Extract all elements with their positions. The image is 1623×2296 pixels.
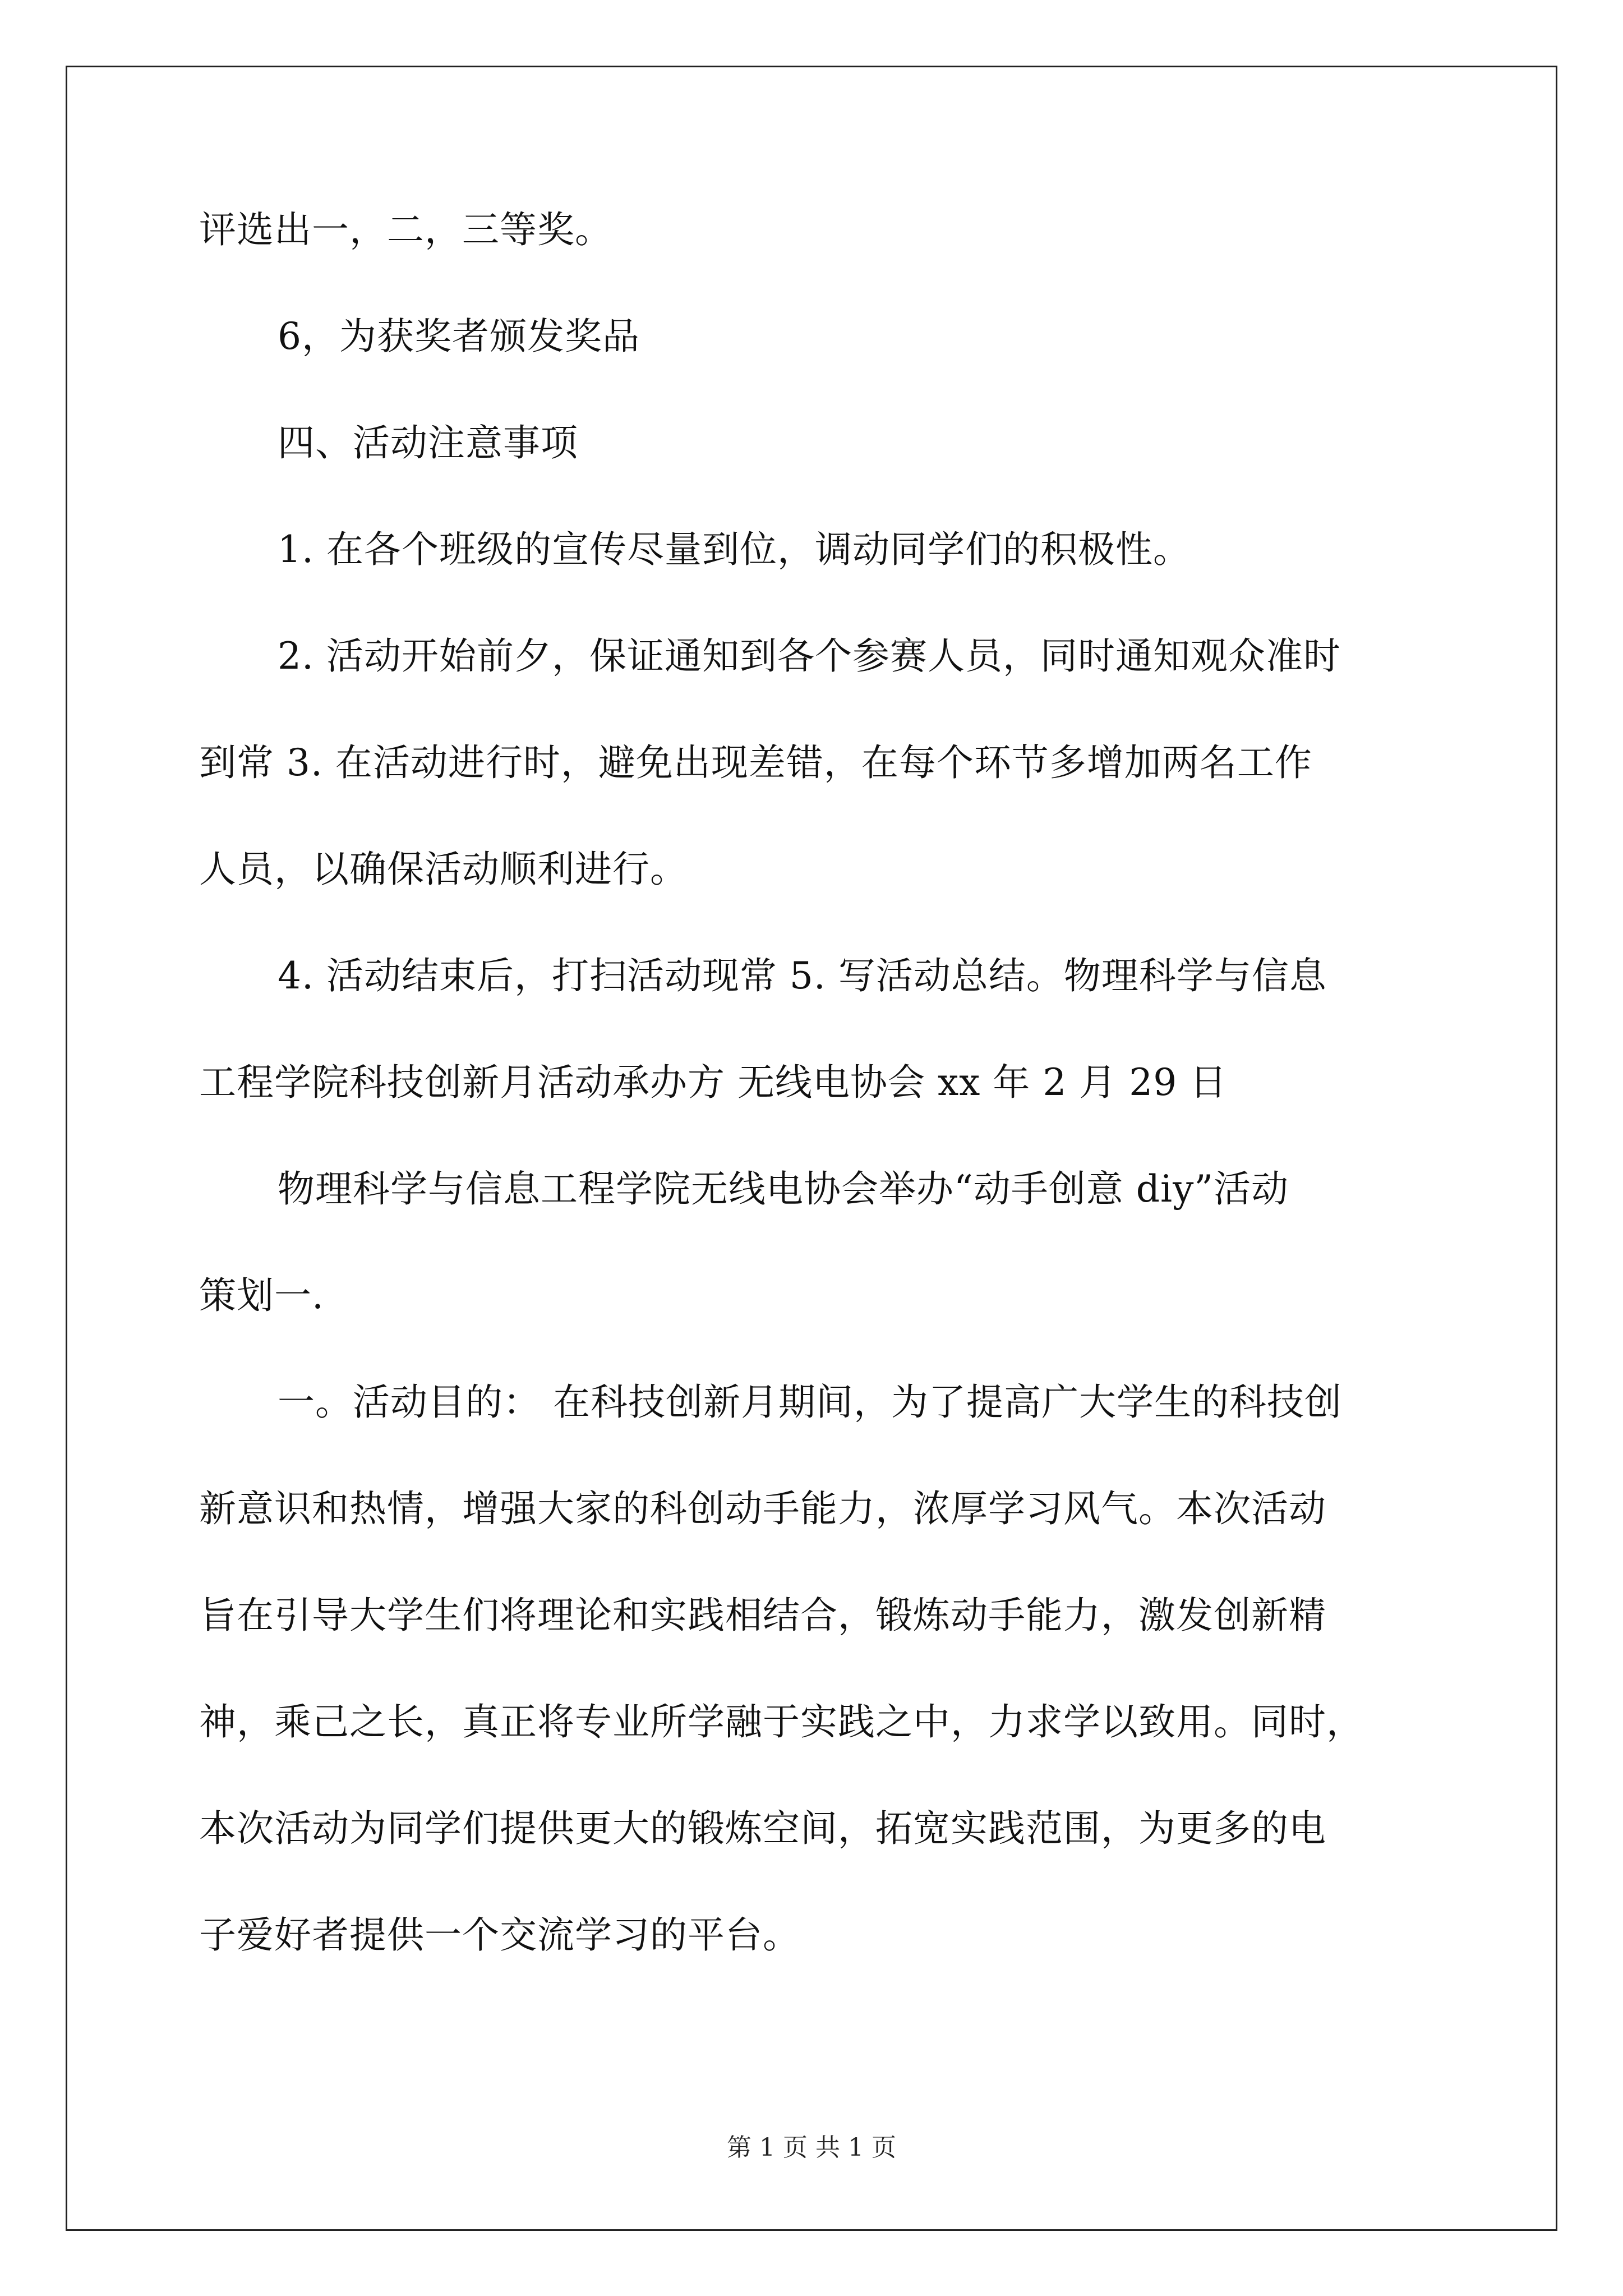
text-line: 到常 3. 在活动进行时，避免出现差错，在每个环节多增加两名工作 <box>199 741 1312 784</box>
text-line: 神，乘己之长，真正将专业所学融于实践之中，力求学以致用。同时， <box>199 1700 1364 1743</box>
text-line: 子爱好者提供一个交流学习的平台。 <box>199 1913 800 1957</box>
text-line: 4. 活动结束后，打扫活动现常 5. 写活动总结。物理科学与信息 <box>278 954 1327 997</box>
text-line: 1. 在各个班级的宣传尽量到位，调动同学们的积极性。 <box>278 528 1191 571</box>
text-line: 人员，以确保活动顺利进行。 <box>199 848 688 891</box>
text-line: 旨在引导大学生们将理论和实践相结合，锻炼动手能力，激发创新精 <box>199 1594 1326 1637</box>
text-line: 2. 活动开始前夕，保证通知到各个参赛人员，同时通知观众准时 <box>278 634 1341 678</box>
text-line: 一。活动目的： 在科技创新月期间，为了提高广大学生的科技创 <box>278 1381 1342 1424</box>
text-line: 本次活动为同学们提供更大的锻炼空间，拓宽实践范围，为更多的电 <box>199 1807 1326 1850</box>
text-line: 新意识和热情，增强大家的科创动手能力，浓厚学习风气。本次活动 <box>199 1487 1326 1530</box>
text-line: 6，为获奖者颁发奖品 <box>278 315 640 358</box>
text-line: 工程学院科技创新月活动承办方 无线电协会 xx 年 2 月 29 日 <box>199 1061 1228 1104</box>
text-line: 评选出一，二，三等奖。 <box>199 208 612 251</box>
text-line: 策划一. <box>199 1274 324 1317</box>
section-heading: 四、活动注意事项 <box>278 421 578 464</box>
text-line: 物理科学与信息工程学院无线电协会举办“动手创意 diy”活动 <box>278 1167 1289 1211</box>
page-number-footer: 第 1 页 共 1 页 <box>727 2133 896 2162</box>
